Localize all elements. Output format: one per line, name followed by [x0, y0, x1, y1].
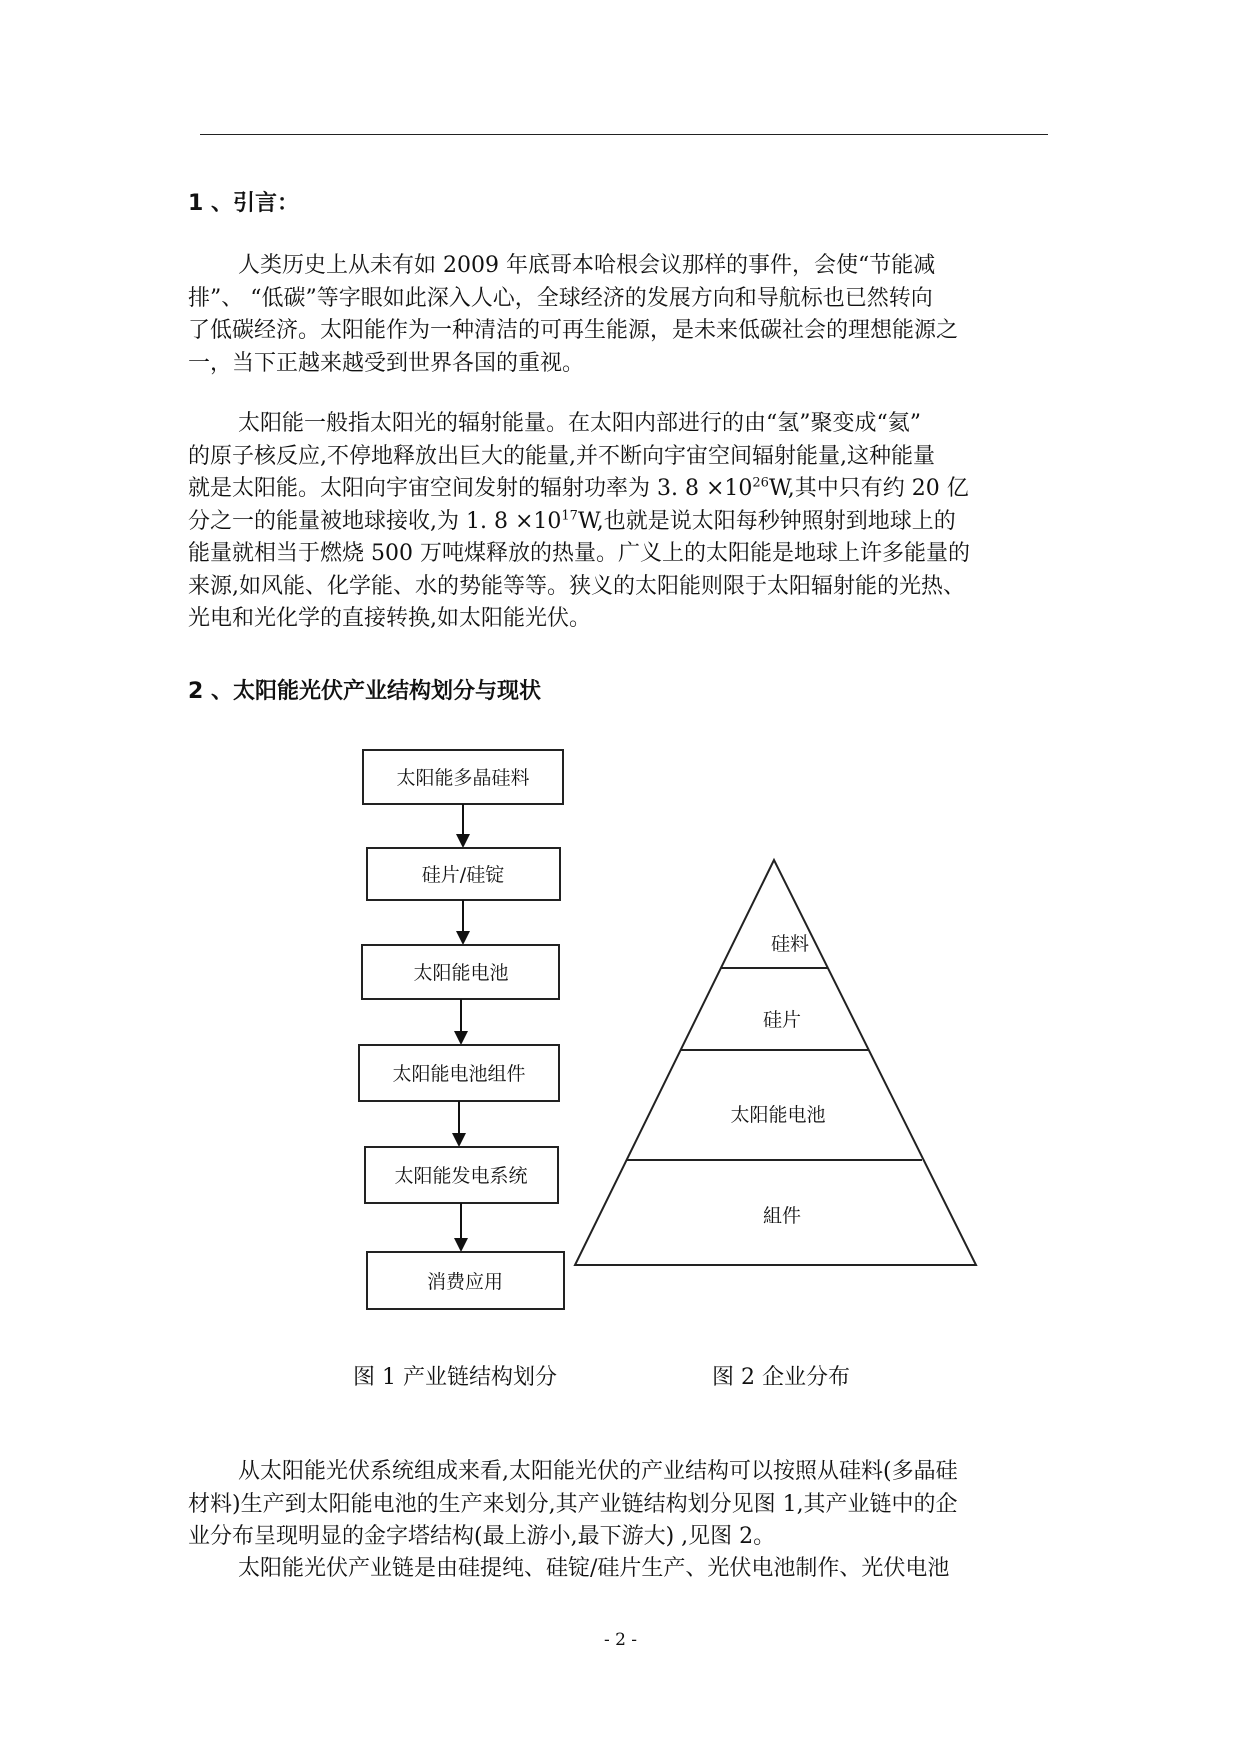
text-line: 从太阳能光伏系统组成来看,太阳能光伏的产业结构可以按照从硅料(多晶硅: [238, 1459, 958, 1484]
text-line: 就是太阳能。太阳向宇宙空间发射的辐射功率为 3. $8 \times 10^{26}W$,其中只有约 20 亿: [188, 475, 969, 501]
flow-box-module: [359, 1045, 559, 1101]
paragraph-intro-2: [188, 408, 1060, 636]
enterprise-distribution-pyramid: [570, 855, 990, 1275]
paragraph-structure: [188, 1456, 1060, 1554]
header-rule: [200, 134, 1048, 135]
page-number: - 2 -: [603, 1630, 638, 1650]
section-2-heading: 2 、太阳能光伏产业结构划分与现状: [188, 679, 541, 704]
figure-1-caption: 图 1 产业链结构划分: [353, 1365, 557, 1390]
pyramid-tier-solar-cell: 太阳能电池: [730, 1104, 826, 1126]
flow-box-wafer: [367, 848, 560, 900]
text-line: 太阳能光伏产业链是由硅提纯、硅锭/硅片生产、光伏电池制作、光伏电池: [238, 1556, 950, 1581]
figure-2-caption: 图 2 企业分布: [712, 1365, 850, 1390]
text-line: 分之一的能量被地球接收,为 1. $8 \times 10^{17}W$,也就是说太阳每秒钟照射到地球上的: [188, 508, 956, 534]
svg-text:太阳能发电系统: 太阳能发电系统: [394, 1165, 528, 1187]
paragraph-chain: [188, 1553, 1060, 1586]
text-line: 能量就相当于燃烧 500 万吨煤释放的热量。广义上的太阳能是地球上许多能量的: [188, 541, 970, 566]
svg-text:太阳能电池: 太阳能电池: [413, 962, 509, 984]
pyramid-tier-silicon: 硅料: [770, 933, 810, 955]
svg-text:太阳能多晶硅料: 太阳能多晶硅料: [396, 767, 530, 789]
exponent: 26: [752, 475, 769, 491]
paragraph-intro-1: [188, 250, 1060, 380]
text-line: 人类历史上从未有如 2009 年底哥本哈根会议那样的事件，会使“节能减: [238, 253, 936, 278]
pyramid-tier-module: 組件: [762, 1205, 802, 1227]
text-line: 太阳能一般指太阳光的辐射能量。在太阳内部进行的由“氢”聚变成“氦”: [238, 411, 921, 436]
section-1-heading: 1 、引言：: [188, 191, 299, 216]
flow-box-solar-cell: [362, 945, 559, 999]
text-line: 排”、 “低碳”等字眼如此深入人心，全球经济的发展方向和导航标也已然转向: [188, 285, 933, 311]
svg-text:太阳能电池组件: 太阳能电池组件: [392, 1063, 526, 1085]
text-line: 材料)生产到太阳能电池的生产来划分,其产业链结构划分见图 1,其产业链中的企: [188, 1491, 958, 1517]
flow-box-polysilicon: [363, 750, 563, 804]
flow-box-consumer-application: [367, 1252, 564, 1309]
text-line: 的原子核反应,不停地释放出巨大的能量,并不断向宇宙空间辐射能量,这种能量: [188, 443, 935, 469]
text-line: 业分布呈现明显的金字塔结构(最上游小,最下游大) ,见图 2。: [188, 1524, 776, 1549]
pyramid-tier-wafer: 硅片: [762, 1009, 802, 1031]
flow-box-power-system: [365, 1147, 558, 1203]
text-line: 来源,如风能、化学能、水的势能等等。狭义的太阳能则限于太阳辐射能的光热、: [188, 573, 965, 599]
text-line: 了低碳经济。太阳能作为一种清洁的可再生能源，是未来低碳社会的理想能源之: [188, 318, 959, 343]
industry-chain-flowchart: [350, 745, 590, 1325]
text-line: 一，当下正越来越受到世界各国的重视。: [188, 350, 585, 376]
text-line: 光电和光化学的直接转换,如太阳能光伏。: [188, 606, 591, 631]
exponent: 17: [561, 508, 578, 524]
svg-text:消费应用: 消费应用: [426, 1271, 504, 1293]
svg-text:硅片/硅锭: 硅片/硅锭: [421, 864, 505, 886]
